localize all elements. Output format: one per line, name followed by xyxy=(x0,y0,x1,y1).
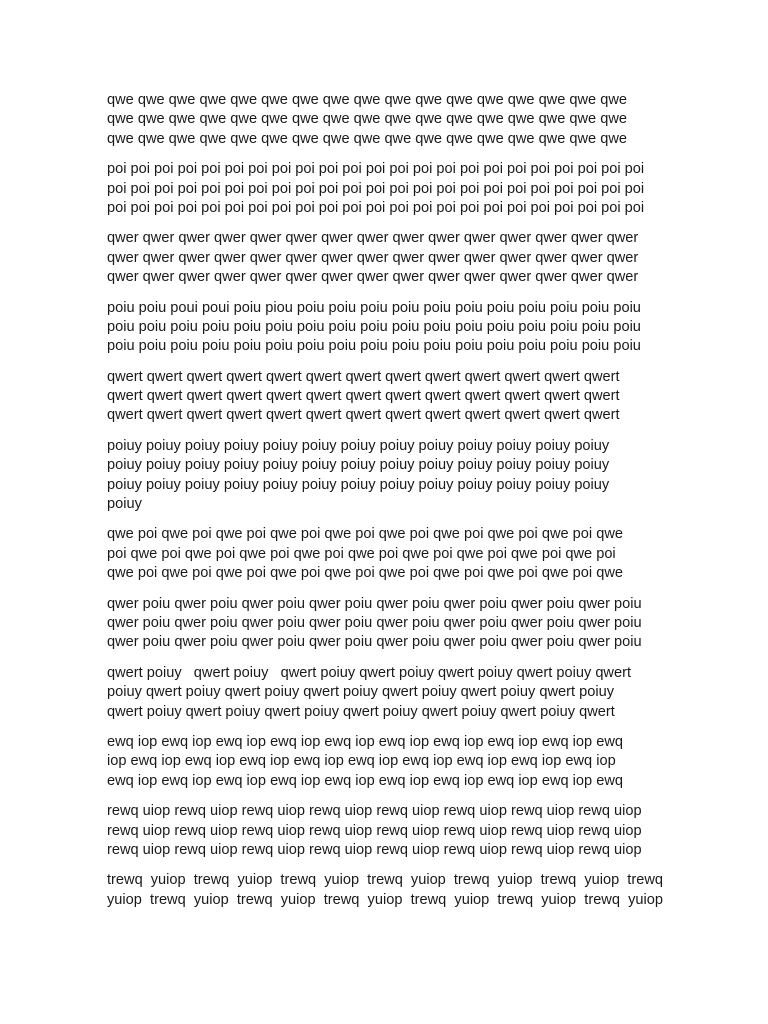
text-line: qwe qwe qwe qwe qwe qwe qwe qwe qwe qwe qwe qwe qwe qwe qwe qwe qwe xyxy=(107,92,627,108)
text-line: qwe poi qwe poi qwe poi qwe poi qwe poi qwe poi qwe poi qwe poi qwe poi qwe xyxy=(107,526,623,543)
paragraph xyxy=(107,802,663,860)
text-line: poi poi poi poi poi poi poi poi poi poi poi poi poi poi poi poi poi poi poi poi poi poi poi xyxy=(107,161,645,178)
text-line: qwert qwert qwert qwert qwert qwert qwert qwert qwert qwert qwert qwert qwert xyxy=(107,407,620,424)
text-line: poiuy poiuy poiuy poiuy poiuy poiuy poiuy poiuy poiuy poiuy poiuy poiuy poiuy xyxy=(107,457,610,474)
paragraph xyxy=(107,91,663,149)
text-line: poiu poiu poiu poiu poiu poiu poiu poiu poiu poiu poiu poiu poiu poiu poiu poiu poiu xyxy=(107,338,641,355)
paragraph xyxy=(107,733,663,791)
text-line: qwert qwert qwert qwert qwert qwert qwert qwert qwert qwert qwert qwert qwert xyxy=(107,368,620,385)
text-line: ewq iop ewq iop ewq iop ewq iop ewq iop ewq iop ewq iop ewq iop ewq iop ewq xyxy=(107,772,623,789)
text-line: rewq uiop rewq uiop rewq uiop rewq uiop rewq uiop rewq uiop rewq uiop rewq uiop xyxy=(107,803,642,820)
text-line: qwert qwert qwert qwert qwert qwert qwert qwert qwert qwert qwert qwert qwert xyxy=(107,388,620,405)
text-line: poi poi poi poi poi poi poi poi poi poi poi poi poi poi poi poi poi poi poi poi poi poi poi xyxy=(107,199,645,216)
text-line: poiuy poiuy poiuy poiuy poiuy poiuy poiuy poiuy poiuy poiuy poiuy poiuy poiuy xyxy=(107,437,610,454)
text-line: rewq uiop rewq uiop rewq uiop rewq uiop rewq uiop rewq uiop rewq uiop rewq uiop xyxy=(107,841,642,858)
text-line: rewq uiop rewq uiop rewq uiop rewq uiop rewq uiop rewq uiop rewq uiop rewq uiop xyxy=(107,822,642,839)
text-line: qwert poiuy qwert poiuy qwert poiuy qwert poiuy qwert poiuy qwert poiuy qwert xyxy=(107,703,615,720)
paragraph xyxy=(107,160,663,218)
text-line: qwer qwer qwer qwer qwer qwer qwer qwer qwer qwer qwer qwer qwer qwer qwer xyxy=(107,230,639,247)
paragraph xyxy=(107,664,663,722)
text-line: qwer poiu qwer poiu qwer poiu qwer poiu qwer poiu qwer poiu qwer poiu qwer poiu xyxy=(107,614,642,631)
text-line: qwe qwe qwe qwe qwe qwe qwe qwe qwe qwe qwe qwe qwe qwe qwe qwe qwe xyxy=(107,111,627,128)
text-line: ewq iop ewq iop ewq iop ewq iop ewq iop ewq iop ewq iop ewq iop ewq iop ewq xyxy=(107,733,623,750)
text-line: qwert poiuy qwert poiuy qwert poiuy qwert poiuy qwert poiuy qwert poiuy qwert xyxy=(107,664,632,681)
paragraph xyxy=(107,525,663,583)
text-line: poiuy xyxy=(107,496,142,513)
text-line: qwer qwer qwer qwer qwer qwer qwer qwer qwer qwer qwer qwer qwer qwer qwer xyxy=(107,249,639,266)
text-line: poiu poiu poiu poiu poiu poiu poiu poiu poiu poiu poiu poiu poiu poiu poiu poiu poiu xyxy=(107,318,641,335)
paragraph xyxy=(107,229,663,287)
paragraph xyxy=(107,595,663,653)
text-line: qwer poiu qwer poiu qwer poiu qwer poiu qwer poiu qwer poiu qwer poiu qwer poiu xyxy=(107,634,642,651)
paragraph xyxy=(107,437,663,515)
text-line: qwer poiu qwer poiu qwer poiu qwer poiu qwer poiu qwer poiu qwer poiu qwer poiu xyxy=(107,595,642,612)
text-line: poiu poiu poui poui poiu piou poiu poiu poiu poiu poiu poiu poiu poiu poiu poiu poiu xyxy=(107,299,641,316)
text-line: iop ewq iop ewq iop ewq iop ewq iop ewq iop ewq iop ewq iop ewq iop ewq iop xyxy=(107,753,616,770)
document-body xyxy=(107,91,663,921)
text-line: poi poi poi poi poi poi poi poi poi poi poi poi poi poi poi poi poi poi poi poi poi poi poi xyxy=(107,180,645,197)
text-line: qwer qwer qwer qwer qwer qwer qwer qwer qwer qwer qwer qwer qwer qwer qwer xyxy=(107,269,639,286)
paragraph xyxy=(107,871,663,910)
text-line: trewq yuiop trewq yuiop trewq yuiop trewq yuiop trewq yuiop trewq yuiop trewq xyxy=(107,872,663,889)
text-line: poiuy qwert poiuy qwert poiuy qwert poiuy qwert poiuy qwert poiuy qwert poiuy xyxy=(107,684,614,701)
text-line: qwe qwe qwe qwe qwe qwe qwe qwe qwe qwe qwe qwe qwe qwe qwe qwe qwe xyxy=(107,130,627,147)
text-line: poi qwe poi qwe poi qwe poi qwe poi qwe poi qwe poi qwe poi qwe poi qwe poi xyxy=(107,545,616,562)
text-line: yuiop trewq yuiop trewq yuiop trewq yuiop trewq yuiop trewq yuiop trewq yuiop xyxy=(107,891,663,908)
paragraph xyxy=(107,299,663,357)
text-line: poiuy poiuy poiuy poiuy poiuy poiuy poiuy poiuy poiuy poiuy poiuy poiuy poiuy xyxy=(107,476,610,493)
text-line: qwe poi qwe poi qwe poi qwe poi qwe poi qwe poi qwe poi qwe poi qwe poi qwe xyxy=(107,565,623,582)
paragraph xyxy=(107,368,663,426)
